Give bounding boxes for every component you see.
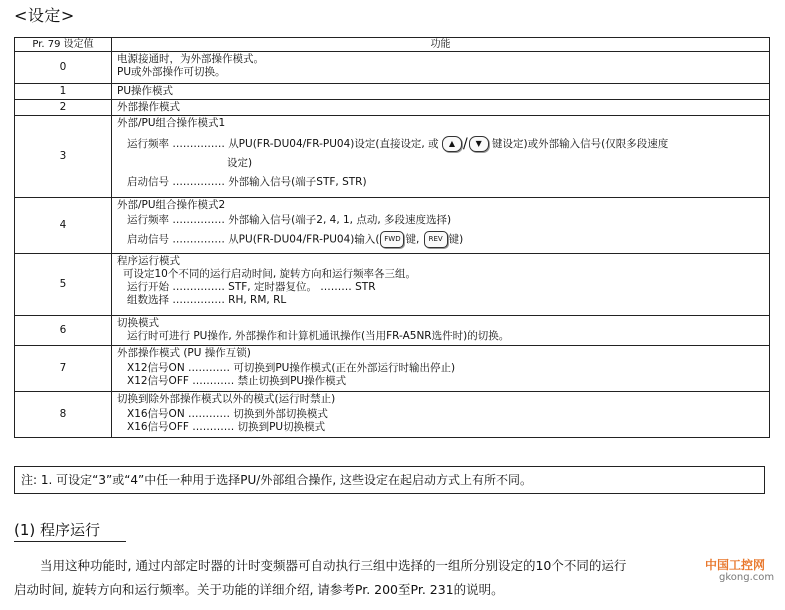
paragraph-line: 启动时间, 旋转方向和运行频率。关于功能的详细介绍, 请参考Pr. 200至Pr. 231的说明。 xyxy=(14,582,504,597)
fwd-key-icon: FWD xyxy=(380,231,404,248)
table-row-5 xyxy=(15,254,770,316)
function-line: 设定) xyxy=(227,157,253,169)
setting-value: 1 xyxy=(15,84,112,100)
setting-value: 3 xyxy=(15,116,112,198)
function-line: 组数选择 …………… RH, RM, RL xyxy=(127,294,287,306)
function-line xyxy=(117,214,764,227)
function-cell xyxy=(112,346,770,392)
table-row-7 xyxy=(15,346,770,392)
function-cell xyxy=(112,84,770,100)
start-label: 启动信号 …………… xyxy=(127,176,225,188)
function-line: X12信号OFF ………… 禁止切换到PU操作模式 xyxy=(127,375,347,387)
freq-label: 运行频率 …………… xyxy=(127,138,225,150)
setting-value: 6 xyxy=(15,316,112,346)
start-text: 从PU(FR-DU04/FR-PU04)输入( xyxy=(228,233,380,246)
function-line xyxy=(117,176,764,189)
function-title: 外部/PU组合操作模式2 xyxy=(117,199,226,211)
col-header-function: 功能 xyxy=(112,38,770,52)
function-line: 外部操作模式 xyxy=(117,101,180,113)
freq-text: 从PU(FR-DU04/FR-PU04)设定(直接设定, 或 xyxy=(228,138,439,150)
section-paragraph xyxy=(14,554,770,602)
table-header-row xyxy=(15,38,770,52)
function-line: 电源接通时，为外部操作模式。 xyxy=(117,53,264,65)
function-cell xyxy=(112,52,770,84)
function-line: PU或外部操作可切换。 xyxy=(117,66,226,78)
page-heading: <设定> xyxy=(14,6,75,25)
table-row-2 xyxy=(15,100,770,116)
paragraph-line: 当用这种功能时, 通过内部定时器的计时变频器可自动执行三组中选择的一组所分别设定的10个不同的运行 xyxy=(40,558,627,573)
freq-label: 运行频率 …………… xyxy=(127,214,225,226)
setting-value: 5 xyxy=(15,254,112,316)
table-row-8 xyxy=(15,392,770,438)
function-title: 外部操作模式 (PU 操作互锁) xyxy=(117,347,251,359)
function-title: 切换到除外部操作模式以外的模式(运行时禁止) xyxy=(117,393,336,405)
table-row-4 xyxy=(15,198,770,254)
watermark xyxy=(705,552,783,592)
table-row-3 xyxy=(15,116,770,198)
function-title: 外部/PU组合操作模式1 xyxy=(117,117,226,129)
setting-value: 2 xyxy=(15,100,112,116)
section-title-underline xyxy=(14,541,126,542)
pr79-settings-table xyxy=(14,37,770,438)
down-arrow-key-icon: ▼ xyxy=(469,136,489,152)
function-cell xyxy=(112,392,770,438)
function-cell xyxy=(112,116,770,198)
start-label: 启动信号 …………… xyxy=(127,233,225,246)
start-text: 键) xyxy=(448,233,464,246)
function-line: PU操作模式 xyxy=(117,85,174,97)
freq-text: 外部输入信号(端子2, 4, 1, 点动, 多段速度选择) xyxy=(228,214,452,226)
function-line: X12信号ON ………… 可切换到PU操作模式(正在外部运行时输出停止) xyxy=(127,362,456,374)
up-arrow-key-icon: ▲ xyxy=(442,136,462,152)
function-cell xyxy=(112,100,770,116)
col-header-value: Pr. 79 设定值 xyxy=(15,38,112,52)
function-line xyxy=(117,136,764,152)
function-line: 运行时可进行 PU操作, 外部操作和计算机通讯操作(当用FR-A5NR选件时)的切换。 xyxy=(127,330,510,342)
table-row-1 xyxy=(15,84,770,100)
function-line: X16信号OFF ………… 切换到PU切换模式 xyxy=(127,421,326,433)
function-title: 程序运行模式 xyxy=(117,255,180,267)
function-cell xyxy=(112,198,770,254)
section-title-text: (1) 程序运行 xyxy=(14,521,101,539)
watermark-logo: 中国工控网 xyxy=(705,558,766,572)
freq-text: 键设定)或外部输入信号(仅限多段速度 xyxy=(492,138,669,150)
setting-value: 7 xyxy=(15,346,112,392)
setting-value: 4 xyxy=(15,198,112,254)
slash-separator: / xyxy=(462,135,468,152)
start-text: 外部输入信号(端子STF, STR) xyxy=(228,176,367,188)
table-row-6 xyxy=(15,316,770,346)
setting-value: 8 xyxy=(15,392,112,438)
start-text: 键, xyxy=(405,233,420,246)
setting-value: 0 xyxy=(15,52,112,84)
note-box: 注: 1. 可设定“3”或“4”中任一种用于选择PU/外部组合操作, 这些设定在起启动方式上有所不同。 xyxy=(14,466,765,494)
function-line: 可设定10个不同的运行启动时间, 旋转方向和运行频率各三组。 xyxy=(123,268,417,280)
function-cell xyxy=(112,254,770,316)
section-title xyxy=(14,519,100,540)
table-row-0 xyxy=(15,52,770,84)
function-line: X16信号ON ………… 切换到外部切换模式 xyxy=(127,408,328,420)
function-line xyxy=(117,231,764,248)
rev-key-icon: REV xyxy=(424,231,448,248)
function-cell xyxy=(112,316,770,346)
watermark-url: gkong.com xyxy=(719,572,775,583)
function-title: 切换模式 xyxy=(117,317,159,329)
function-line: 运行开始 …………… STF, 定时器复位。 ……… STR xyxy=(127,281,376,293)
